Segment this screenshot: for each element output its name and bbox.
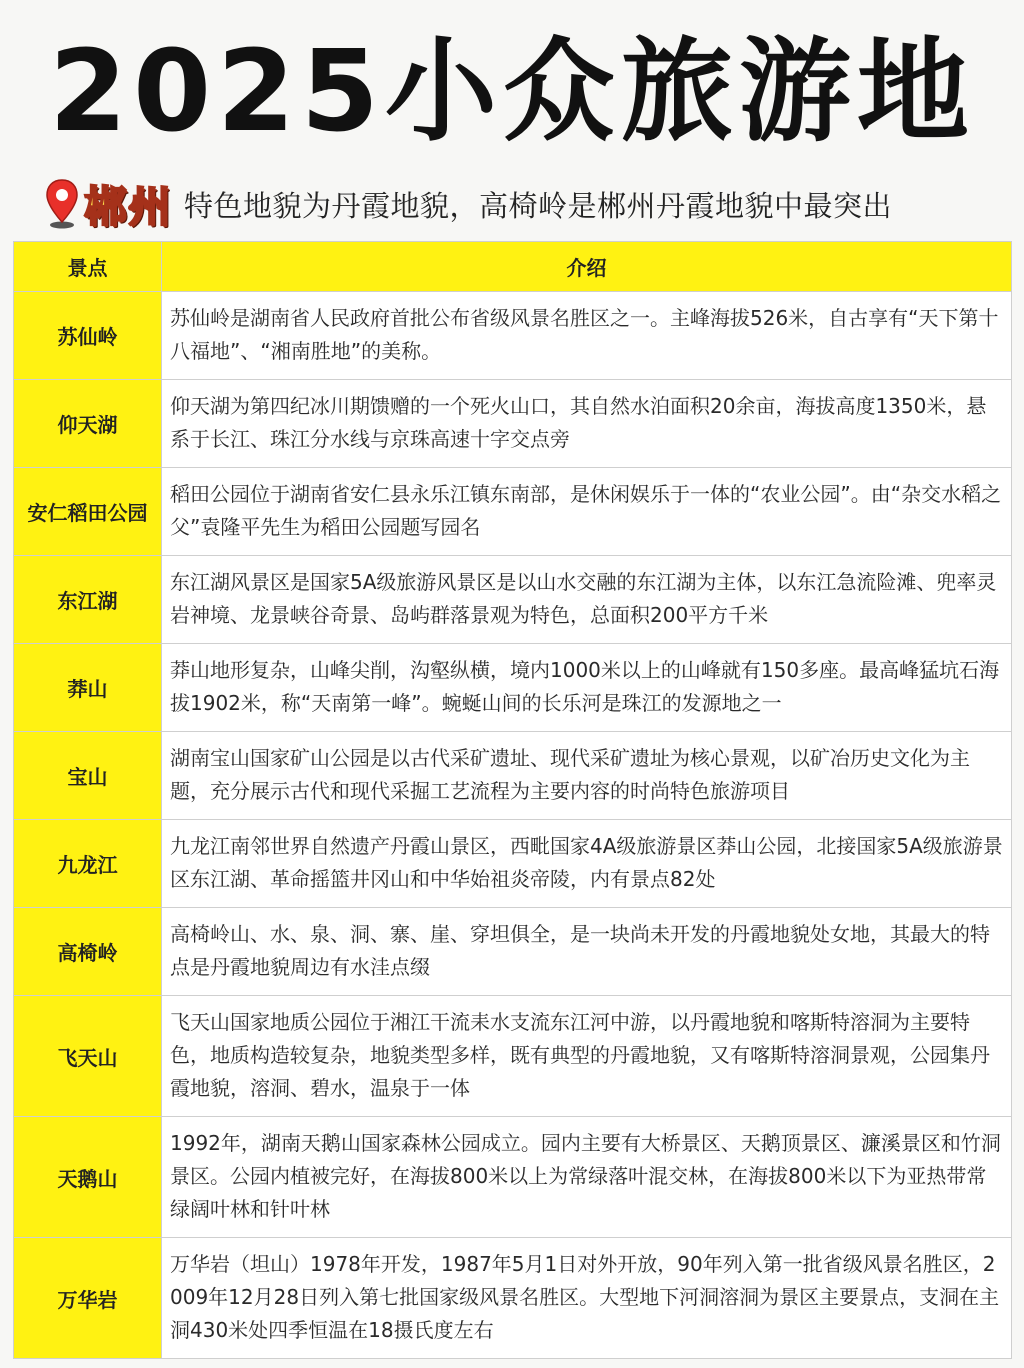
spot-description: 九龙江南邻世界自然遗产丹霞山景区，西毗国家4A级旅游景区莽山公园，北接国家5A级旅游景区东江湖、革命摇篮井冈山和中华始祖炎帝陵，内有景点82处 [162,820,1012,908]
spot-name: 天鹅山 [14,1117,162,1238]
spot-name: 高椅岭 [14,908,162,996]
location-pin-icon [44,178,80,230]
spot-description: 万华岩（坦山）1978年开发，1987年5月1日对外开放，90年列入第一批省级风景名胜区，2009年12月28日列入第七批国家级风景名胜区。大型地下河洞溶洞为景区主要景点，支洞在主洞430米处四季恒温在18摄氏度左右 [162,1238,1012,1359]
spot-description: 苏仙岭是湖南省人民政府首批公布省级风景名胜区之一。主峰海拔526米，自古享有“天下第十八福地”、“湘南胜地”的美称。 [162,292,1012,380]
spot-description: 高椅岭山、水、泉、洞、寨、崖、穿坦俱全，是一块尚未开发的丹霞地貌处女地，其最大的特点是丹霞地貌周边有水洼点缀 [162,908,1012,996]
spot-name: 莽山 [14,644,162,732]
subtitle-row [44,176,892,232]
spot-description: 莽山地形复杂，山峰尖削，沟壑纵横，境内1000米以上的山峰就有150多座。最高峰猛坑石海拔1902米，称“天南第一峰”。蜿蜒山间的长乐河是珠江的发源地之一 [162,644,1012,732]
spot-description: 稻田公园位于湖南省安仁县永乐江镇东南部，是休闲娱乐于一体的“农业公园”。由“杂交水稻之父”袁隆平先生为稻田公园题写园名 [162,468,1012,556]
table-row [14,1117,1012,1238]
table-header-row [14,242,1012,292]
spot-name: 宝山 [14,732,162,820]
column-header-intro: 介绍 [162,242,1012,292]
page-title: 2025小众旅游地 [49,27,975,157]
spot-description: 仰天湖为第四纪冰川期馈赠的一个死火山口，其自然水泊面积20余亩，海拔高度1350米，悬系于长江、珠江分水线与京珠高速十字交点旁 [162,380,1012,468]
column-header-spot: 景点 [14,242,162,292]
spot-name: 苏仙岭 [14,292,162,380]
spot-name: 东江湖 [14,556,162,644]
city-tag: 郴州 [84,182,173,231]
table-row [14,1238,1012,1359]
table-row [14,556,1012,644]
spot-description: 湖南宝山国家矿山公园是以古代采矿遗址、现代采矿遗址为核心景观，以矿冶历史文化为主题，充分展示古代和现代采掘工艺流程为主要内容的时尚特色旅游项目 [162,732,1012,820]
table-row [14,292,1012,380]
subtitle-text: 特色地貌为丹霞地貌，高椅岭是郴州丹霞地貌中最突出 [184,188,893,223]
spots-table [13,241,1012,1359]
table-row [14,380,1012,468]
table-row [14,908,1012,996]
spot-description: 飞天山国家地质公园位于湘江干流耒水支流东江河中游，以丹霞地貌和喀斯特溶洞为主要特色，地质构造较复杂，地貌类型多样，既有典型的丹霞地貌，又有喀斯特溶洞景观，公园集丹霞地貌，溶洞、碧水，温泉于一体 [162,996,1012,1117]
spot-name: 九龙江 [14,820,162,908]
spot-name: 万华岩 [14,1238,162,1359]
spot-description: 1992年，湖南天鹅山国家森林公园成立。园内主要有大桥景区、天鹅顶景区、濂溪景区和竹洞景区。公园内植被完好，在海拔800米以上为常绿落叶混交林，在海拔800米以下为亚热带常绿阔叶林和针叶林 [162,1117,1012,1238]
table-row [14,644,1012,732]
table-row [14,732,1012,820]
table-row [14,820,1012,908]
spot-name: 安仁稻田公园 [14,468,162,556]
table-body [14,292,1012,1359]
table-row [14,468,1012,556]
spot-description: 东江湖风景区是国家5A级旅游风景区是以山水交融的东江湖为主体，以东江急流险滩、兜率灵岩神境、龙景峡谷奇景、岛屿群落景观为特色，总面积200平方千米 [162,556,1012,644]
table-row [14,996,1012,1117]
spot-name: 飞天山 [14,996,162,1117]
spot-name: 仰天湖 [14,380,162,468]
